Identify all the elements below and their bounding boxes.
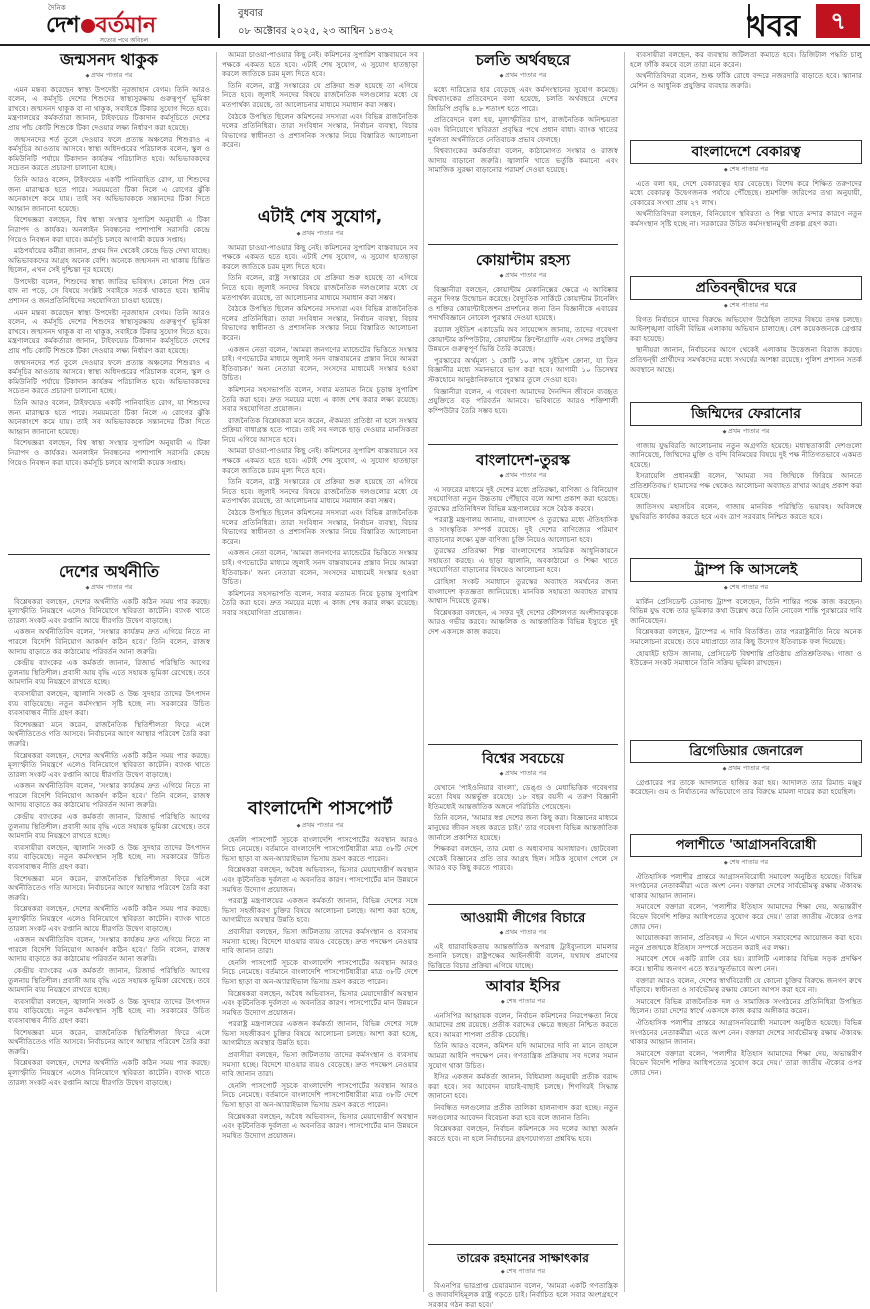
paragraph: বিশ্বব্যাংকের কর্মকর্তারা বলেন, কাঠামোগত সংস্কার ও রাজস্ব আদায় বাড়ানো জরুরি। জ্বালানি খাতে ভর্তুকি কমানো এবং সামাজিক সুরক্ষা বাড়ানোর পরামর্শ দেওয়া হয়েছে। (428, 146, 618, 175)
byline: ◆ প্রথম পাতার পর (222, 229, 418, 240)
paragraph: বিশ্লেষকরা বলছেন, নির্বাচন কমিশনকে সব দলের আস্থা অর্জন করতে হবে। না হলে নির্বাচনের গ্রহণযোগ্যতা প্রশ্নবিদ্ধ হবে। (428, 1124, 618, 1143)
paragraph: পররাষ্ট্র মন্ত্রণালয়ের একজন কর্মকর্তা জানান, বিভিন্ন দেশের সঙ্গে ভিসা সহজীকরণ চুক্তির বিষয়ে আলোচনা চলছে। আশা করা হচ্ছে, আগামীতে অবস্থার উন্নতি হবে। (222, 1019, 418, 1048)
paragraph: বিগত নির্বাচনে যাদের বিরুদ্ধে অভিযোগ উঠেছিল তাদের বিষয়ে তদন্ত চলছে। আইনশৃঙ্খলা বাহিনী বিভিন্ন এলাকায় অভিযান চালাচ্ছে। বেশ কয়েকজনকে গ্রেপ্তার করা হয়েছে। (630, 314, 862, 343)
paragraph: মাঠপর্যায়ের কর্মীরা জানান, প্রথম দিন থেকেই কেন্দ্রে ভিড় দেখা যাচ্ছে। অভিভাবকদের আগ্রহ অনেক বেশি। অনেকে জন্মসনদ না থাকায় চিন্তিত ছিলেন, এখন সেই দুশ্চিন্তা দূর হয়েছে। (8, 246, 210, 275)
paragraph: কমিশনের সহসভাপতি বলেন, সবার মতামত নিয়ে চূড়ান্ত সুপারিশ তৈরি করা হবে। দ্রুত সময়ের মধ্যে এ কাজ শেষ করার লক্ষ্য রয়েছে। সবার সহযোগিতা প্রয়োজন। (222, 588, 418, 617)
paragraph: বিএনপির ভারপ্রাপ্ত চেয়ারম্যান বলেন, 'আমরা একটি গণতান্ত্রিক ও জবাবদিহিমূলক রাষ্ট্র গড়তে চাই। নির্বাচিত হলে সবার অংশগ্রহণে সরকার গঠন করা হবে।' (428, 1280, 618, 1309)
paragraph: উপদেষ্টা বলেন, শিশুদের স্বাস্থ্য জাতির ভবিষ্যৎ। কোনো শিশু যেন বাদ না পড়ে, সে বিষয়ে সংশ্লিষ্ট সবাইকে সতর্ক থাকতে হবে। স্থানীয় প্রশাসন ও জনপ্রতিনিধিদের সহযোগিতা চাওয়া হয়েছে। (8, 276, 210, 306)
article-awami-league (428, 910, 618, 970)
byline: ◆ শেষ পাতার পর (630, 583, 862, 594)
paragraph: বক্তারা আরও বলেন, দেশের স্বার্থবিরোধী যে কোনো চুক্তির বিরুদ্ধে জনগণ রুখে দাঁড়াবে। স্বাধীনতা ও সার্বভৌমত্ব রক্ষায় কোনো আপস করা হবে না। (630, 975, 862, 995)
byline: ◆ প্রথম পাতার পর (630, 427, 862, 438)
paragraph: অর্থনীতিবিদরা বলছেন, বিনিয়োগে স্থবিরতা ও শিল্প খাতে মন্দার কারণে নতুন কর্মসংস্থান সৃষ্টি হচ্ছে না। সরকারের উচিত কর্মসংস্থানমুখী প্রকল্প গ্রহণ করা। (630, 209, 862, 228)
article-trump (630, 558, 862, 734)
byline: ◆ প্রথম পাতার পর (630, 764, 862, 775)
paragraph: জন্মসনদের শর্ত তুলে দেওয়ার ফলে প্রত্যন্ত অঞ্চলের শিশুরাও এ কর্মসূচির আওতায় আসবে। স্বাস্থ্য অধিদপ্তরের পরিচালক বলেন, স্কুল ও কমিউনিটি পর্যায়ে টিকাদান কার্যক্রম পরিচালিত হবে। অভিভাবকদের সচেতন করতে প্রচারণা চালানো হচ্ছে। (8, 134, 210, 173)
byline: ◆ প্রথম পাতার পর (428, 928, 618, 939)
headline: জন্মসনদ থাকুক (60, 50, 158, 69)
article-separator (428, 970, 618, 971)
logo-part-bartaman: বর্তমান (95, 13, 156, 38)
paragraph: গ্রেপ্তারের পর তাকে আদালতে হাজির করা হয়। আদালত তার রিমান্ড মঞ্জুর করেছেন। গুম ও নির্যাতনের অভিযোগে তার বিরুদ্ধে মামলা দায়ের করা হয়েছিল। (630, 777, 862, 797)
paragraph: আমরা চাওয়া-পাওয়ার কিছু নেই। কমিশনের সুপারিশ বাস্তবায়নে সব পক্ষকে একমত হতে হবে। এটাই শেষ সুযোগ, এ সুযোগ হাতছাড়া করলে জাতিকে চরম মূল্য দিতে হবে। (222, 242, 418, 271)
headline: প্রতিবন্দ্বীদের ঘরে (630, 276, 862, 300)
paragraph: এনসিপির আহ্বায়ক বলেন, নির্বাচন কমিশনের নিরপেক্ষতা নিয়ে আমাদের প্রশ্ন রয়েছে। প্রতীক বরাদ্দের ক্ষেত্রে স্বচ্ছতা নিশ্চিত করতে হবে। আমরা শাপলা প্রতীক চেয়েছি। (428, 1010, 618, 1039)
paragraph: সমাবেশে বক্তারা বলেন, 'পলাশীর ইতিহাস আমাদের শিক্ষা দেয়, অভ্যন্তরীণ বিভেদ বিদেশি শক্তির আধিপত্যের সুযোগ করে দেয়।' তারা জাতীয় ঐক্যের ওপর জোর দেন। (630, 902, 862, 931)
article-jonmosonod (8, 50, 210, 548)
paragraph: বিশ্লেষকরা বলছেন, দেশের অর্থনীতি একটি কঠিন সময় পার করছে। মূল্যস্ফীতি নিয়ন্ত্রণে এলেও বিনিয়োগে স্থবিরতা কাটেনি। ব্যাংক খাতে তারল্য সংকট এবং রপ্তানি আয়ে ধীরগতি উদ্বেগ বাড়াচ্ছে। (8, 596, 210, 625)
paragraph: ইসরায়েলি প্রধানমন্ত্রী বলেন, 'আমরা সব জিম্মিকে ফিরিয়ে আনতে প্রতিশ্রুতিবদ্ধ।' হামাসের পক্ষ থেকেও আলোচনা অব্যাহত রাখার আগ্রহ প্রকাশ করা হয়েছে। (630, 471, 862, 500)
paragraph: একজন অর্থনীতিবিদ বলেন, 'সংস্কার কার্যক্রম দ্রুত এগিয়ে নিতে না পারলে বিদেশি বিনিয়োগ আকর্ষণ কঠিন হবে।' তিনি বলেন, রাজস্ব আদায় বাড়াতে কর কাঠামোয় পরিবর্তন আনা জরুরি। (8, 781, 210, 810)
paragraph: ঐতিহাসিক পলাশীর প্রান্তরে আগ্রাসনবিরোধী সমাবেশ অনুষ্ঠিত হয়েছে। বিভিন্ন সংগঠনের নেতাকর্মীরা এতে অংশ নেন। বক্তারা দেশের সার্বভৌমত্ব রক্ষায় ঐক্যবদ্ধ থাকার আহ্বান জানান। (630, 1017, 862, 1047)
paragraph: বিশ্লেষকরা বলছেন, এ সফর দুই দেশের কৌশলগত অংশীদারত্বকে আরও গভীর করবে। আঞ্চলিক ও আন্তর্জাতিক বিভিন্ন ইস্যুতে দুই দেশ একসঙ্গে কাজ করবে। (428, 607, 618, 636)
paragraph: ব্যবসায়ীরা বলছেন, জ্বালানি সংকট ও উচ্চ সুদহার তাদের উৎপাদন ব্যয় বাড়িয়েছে। নতুন কর্মসংস্থান সৃষ্টি হচ্ছে না। সরকারের উচিত ব্যবসাবান্ধব নীতি গ্রহণ করা। (8, 688, 210, 718)
paragraph: শিক্ষকরা বলছেন, তার মেধা ও অধ্যবসায় অসাধারণ। ছোটবেলা থেকেই বিজ্ঞানের প্রতি তার আগ্রহ ছিল। সঠিক সুযোগ পেলে সে আরও বড় কিছু করতে পারবে। (428, 844, 618, 873)
paragraph: এমন মন্তব্য করেছেন স্বাস্থ্য উপদেষ্টা নূরজাহান বেগম। তিনি আরও বলেন, এ কর্মসূচি দেশের শিশুদের স্বাস্থ্যসুরক্ষায় গুরুত্বপূর্ণ ভূমিকা রাখবে। জন্মসনদ থাকুক বা না থাকুক, সবাইকে টিকার সুযোগ দিতে হবে। মন্ত্রণালয়ের কর্মকর্তারা জানান, টাইফয়েড টিকাদান কর্মসূচিতে দেশের প্রায় পাঁচ কোটি শিশুকে টিকা দেওয়ার লক্ষ্য নির্ধারণ করা হয়েছে। (8, 307, 210, 356)
byline: ◆ প্রথম পাতার পর (428, 271, 618, 282)
issue-date: ০৮ অক্টোবর ২০২৫, ২৩ আশ্বিন ১৪৩২ (238, 26, 394, 37)
section-title: খবর (747, 9, 800, 44)
article-etai-shesh-sujog (222, 206, 418, 786)
paragraph: হেনলি পাসপোর্ট সূচকে বাংলাদেশি পাসপোর্টের অবস্থান আরও নিচে নেমেছে। বর্তমানে বাংলাদেশি পাসপোর্টধারীরা মাত্র ৩৮টি দেশে ভিসা ছাড়া বা অন-অ্যারাইভাল ভিসায় ভ্রমণ করতে পারেন। (222, 834, 418, 863)
paragraph: রয়্যাল সুইডিশ একাডেমি অব সায়েন্সেস জানায়, তাদের গবেষণা কোয়ান্টাম কম্পিউটার, কোয়ান্টাম ক্রিপ্টোগ্রাফি এবং সেন্সর প্রযুক্তির উন্নয়নে গুরুত্বপূর্ণ ভিত্তি তৈরি করেছে। (428, 324, 618, 354)
headline: বাংলাদেশ-তুরস্ক (475, 451, 570, 469)
paragraph: ব্যবসায়ীরা বলছেন, কর ব্যবস্থায় জটিলতা কমাতে হবে। ডিজিটাল পদ্ধতি চালু হলে ফাঁকি কমবে বলে তারা মনে করেন। (630, 50, 862, 69)
paragraph: জন্মসনদের শর্ত তুলে দেওয়ার ফলে প্রত্যন্ত অঞ্চলের শিশুরাও এ কর্মসূচির আওতায় আসবে। স্বাস্থ্য অধিদপ্তরের পরিচালক বলেন, স্কুল ও কমিউনিটি পর্যায়ে টিকাদান কার্যক্রম পরিচালিত হবে। অভিভাবকদের সচেতন করতে প্রচারণা চালানো হচ্ছে। (8, 357, 210, 396)
paragraph: হেনলি পাসপোর্ট সূচকে বাংলাদেশি পাসপোর্টের অবস্থান আরও নিচে নেমেছে। বর্তমানে বাংলাদেশি পাসপোর্টধারীরা মাত্র ৩৮টি দেশে ভিসা ছাড়া বা অন-অ্যারাইভাল ভিসায় ভ্রমণ করতে পারেন। (222, 1080, 418, 1110)
paragraph: সমাবেশে বক্তারা বলেন, 'পলাশীর ইতিহাস আমাদের শিক্ষা দেয়, অভ্যন্তরীণ বিভেদ বিদেশি শক্তির আধিপত্যের সুযোগ করে দেয়।' তারা জাতীয় ঐক্যের ওপর জোর দেন। (630, 1048, 862, 1077)
paragraph: বিশ্লেষকরা বলছেন, দেশের অর্থনীতি একটি কঠিন সময় পার করছে। মূল্যস্ফীতি নিয়ন্ত্রণে এলেও বিনিয়োগে স্থবিরতা কাটেনি। ব্যাংক খাতে তারল্য সংকট এবং রপ্তানি আয়ে ধীরগতি উদ্বেগ বাড়াচ্ছে। (8, 1058, 210, 1087)
paragraph: প্রতিবেদনে বলা হয়, মূল্যস্ফীতির চাপ, রাজনৈতিক অনিশ্চয়তা এবং বিনিয়োগে স্থবিরতা প্রবৃদ্ধির পথে প্রধান বাধা। ব্যাংক খাতের দুর্বলতা অর্থনীতিতে নেতিবাচক প্রভাব ফেলছে। (428, 115, 618, 144)
article-cholti-orthobochhore (428, 50, 618, 240)
paragraph: যেখানে 'পাইওনিয়ার বাংলা', ডেঙ্গু ও মেধাভিত্তিক গবেষণার মতো বিষয় অন্তর্ভুক্ত রয়েছে। ১৮ বছর বয়সী এ তরুণ বিজ্ঞানী ইতিমধ্যেই আন্তর্জাতিক অঙ্গনে পরিচিতি পেয়েছেন। (428, 782, 618, 811)
byline: ◆ প্রথম পাতার পর (8, 71, 210, 82)
paragraph: ব্যবসায়ীরা বলছেন, জ্বালানি সংকট ও উচ্চ সুদহার তাদের উৎপাদন ব্যয় বাড়িয়েছে। নতুন কর্মসংস্থান সৃষ্টি হচ্ছে না। সরকারের উচিত ব্যবসাবান্ধব নীতি গ্রহণ করা। (8, 996, 210, 1025)
headline: পলাশীতে 'আগ্রাসনবিরোধী (630, 834, 862, 857)
headline: এটাই শেষ সুযোগ, (257, 207, 383, 227)
column-divider (624, 52, 625, 1292)
paragraph: তিনি বলেন, রাষ্ট্র সংস্কারের যে প্রক্রিয়া শুরু হয়েছে তা এগিয়ে নিতে হবে। জুলাই সনদের বিষয়ে রাজনৈতিক দলগুলোর মধ্যে যে মতপার্থক্য রয়েছে, তা আলোচনার মাধ্যমে সমাধান করা সম্ভব। (222, 80, 418, 109)
paragraph: ব্যবসায়ীরা বলছেন, জ্বালানি সংকট ও উচ্চ সুদহার তাদের উৎপাদন ব্যয় বাড়িয়েছে। নতুন কর্মসংস্থান সৃষ্টি হচ্ছে না। সরকারের উচিত ব্যবসাবান্ধব নীতি গ্রহণ করা। (8, 842, 210, 872)
paragraph: মার্কিন প্রেসিডেন্ট ডোনাল্ড ট্রাম্প বলেছেন, তিনি শান্তির পক্ষে কাজ করছেন। বিভিন্ন যুদ্ধ বন্ধে তার ভূমিকার কথা উল্লেখ করে তিনি নোবেল শান্তি পুরস্কারের দাবি জানিয়েছেন। (630, 596, 862, 625)
headline: জিম্মিদের ফেরানোর (630, 402, 862, 426)
headline: বাংলাদেশি পাসপোর্ট (247, 798, 393, 819)
paragraph: জাতিসংঘ মহাসচিব বলেন, গাজায় মানবিক পরিস্থিতি ভয়াবহ। অবিলম্বে যুদ্ধবিরতি কার্যকর করতে হবে এবং ত্রাণ সরবরাহ নিশ্চিত করতে হবে। (630, 502, 862, 521)
article-jimmi (630, 402, 862, 552)
headline: বাংলাদেশে বেকারত্ব (630, 140, 862, 164)
paragraph: তুরস্কের প্রতিরক্ষা শিল্প বাংলাদেশের সামরিক আধুনিকায়নে সহায়তা করছে। এ ছাড়া জ্বালানি, অবকাঠামো ও শিক্ষা খাতে সহযোগিতা বাড়ানোর বিষয়েও আলোচনা হবে। (428, 546, 618, 575)
page-number-badge: ৭ (816, 4, 860, 38)
article-separator (428, 904, 618, 905)
paragraph: বিশ্লেষকরা বলছেন, দেশের অর্থনীতি একটি কঠিন সময় পার করছে। মূল্যস্ফীতি নিয়ন্ত্রণে এলেও বিনিয়োগে স্থবিরতা কাটেনি। ব্যাংক খাতে তারল্য সংকট এবং রপ্তানি আয়ে ধীরগতি উদ্বেগ বাড়াচ্ছে। (8, 750, 210, 779)
headline: কোয়ান্টাম রহস্য (475, 251, 571, 269)
article-protidwondwi (630, 276, 862, 396)
paragraph: তিনি আরও বলেন, কমিশন যদি আমাদের দাবি না মানে তাহলে আমরা আইনি পদক্ষেপ নেব। গণতান্ত্রিক প্রক্রিয়ায় সব দলের সমান সুযোগ থাকা উচিত। (428, 1041, 618, 1070)
paragraph: এমন মন্তব্য করেছেন স্বাস্থ্য উপদেষ্টা নূরজাহান বেগম। তিনি আরও বলেন, এ কর্মসূচি দেশের শিশুদের স্বাস্থ্যসুরক্ষায় গুরুত্বপূর্ণ ভূমিকা রাখবে। জন্মসনদ থাকুক বা না থাকুক, সবাইকে টিকার সুযোগ দিতে হবে। মন্ত্রণালয়ের কর্মকর্তারা জানান, টাইফয়েড টিকাদান কর্মসূচিতে দেশের প্রায় পাঁচ কোটি শিশুকে টিকা দেওয়ার লক্ষ্য নির্ধারণ করা হয়েছে। (8, 84, 210, 132)
paragraph: একজন অর্থনীতিবিদ বলেন, 'সংস্কার কার্যক্রম দ্রুত এগিয়ে নিতে না পারলে বিদেশি বিনিয়োগ আকর্ষণ কঠিন হবে।' তিনি বলেন, রাজস্ব আদায় বাড়াতে কর কাঠামোয় পরিবর্তন আনা জরুরি। (8, 935, 210, 964)
paragraph: তিনি বলেন, রাষ্ট্র সংস্কারের যে প্রক্রিয়া শুরু হয়েছে তা এগিয়ে নিতে হবে। জুলাই সনদের বিষয়ে রাজনৈতিক দলগুলোর মধ্যে যে মতপার্থক্য রয়েছে, তা আলোচনার মাধ্যমে সমাধান করা সম্ভব। (222, 273, 418, 302)
article-bangladesh-turkey (428, 450, 618, 740)
paragraph: কেন্দ্রীয় ব্যাংকের এক কর্মকর্তা জানান, রিজার্ভ পরিস্থিতি আগের তুলনায় স্থিতিশীল। প্রবাসী আয় বৃদ্ধি এতে সহায়ক ভূমিকা রেখেছে। তবে আমদানি ব্যয় নিয়ন্ত্রণে রাখতে হচ্ছে। (8, 965, 210, 995)
headline: ব্রিগেডিয়ার জেনারেল (630, 740, 862, 763)
byline: ◆ শেষ পাতার পর (630, 858, 862, 869)
article-separator (428, 744, 618, 745)
paragraph: কেন্দ্রীয় ব্যাংকের এক কর্মকর্তা জানান, রিজার্ভ পরিস্থিতি আগের তুলনায় স্থিতিশীল। প্রবাসী আয় বৃদ্ধি এতে সহায়ক ভূমিকা রেখেছে। তবে আমদানি ব্যয় নিয়ন্ত্রণে রাখতে হচ্ছে। (8, 658, 210, 687)
column-divider (423, 52, 424, 1292)
paragraph: প্রবাসীরা বলছেন, ভিসা জটিলতায় তাদের কর্মসংস্থান ও ব্যবসায় সমস্যা হচ্ছে। বিদেশে যাওয়ার ব্যয়ও বেড়েছে। দ্রুত পদক্ষেপ নেওয়ার দাবি জানান তারা। (222, 1050, 418, 1079)
paragraph: বৈঠকে উপস্থিত ছিলেন কমিশনের সদস্যরা এবং বিভিন্ন রাজনৈতিক দলের প্রতিনিধিরা। তারা সংবিধান সংস্কার, নির্বাচন ব্যবস্থা, বিচার বিভাগের স্বাধীনতা ও প্রশাসনিক সংস্কার নিয়ে বিস্তারিত আলোচনা করেন। (222, 111, 418, 150)
byline: ◆ শেষ পাতার পর (428, 1267, 618, 1278)
paragraph: নিবন্ধিত দলগুলোর প্রতীক তালিকা হালনাগাদ করা হচ্ছে। নতুন দলগুলোর আবেদন বিবেচনা করা হবে বলে জানান তিনি। (428, 1102, 618, 1122)
masthead (0, 0, 870, 46)
column-divider (216, 52, 217, 1292)
paragraph: তিনি বলেন, 'আমার স্বপ্ন দেশের জন্য কিছু করা। বিজ্ঞানের মাধ্যমে মানুষের জীবন সহজ করতে চাই।' তার গবেষণা বিভিন্ন আন্তর্জাতিক জার্নালে প্রকাশিত হয়েছে। (428, 813, 618, 842)
headline: বিশ্বের সবচেয়ে (481, 751, 565, 767)
paragraph: মধ্যে দারিদ্র্যের হার বেড়েছে এবং কর্মসংস্থানের সুযোগ কমেছে। বিশ্বব্যাংকের প্রতিবেদনে বলা হয়েছে, চলতি অর্থবছরে দেশের জিডিপি প্রবৃদ্ধি ৪.৮ শতাংশ হতে পারে। (428, 84, 618, 113)
paragraph: বিশ্লেষকরা বলছেন, দেশের অর্থনীতি একটি কঠিন সময় পার করছে। মূল্যস্ফীতি নিয়ন্ত্রণে এলেও বিনিয়োগে স্থবিরতা কাটেনি। ব্যাংক খাতে তারল্য সংকট এবং রপ্তানি আয়ে ধীরগতি উদ্বেগ বাড়াচ্ছে। (8, 904, 210, 933)
paragraph: পররাষ্ট্র মন্ত্রণালয় জানায়, বাংলাদেশ ও তুরস্কের মধ্যে ঐতিহাসিক ও সাংস্কৃতিক সম্পর্ক রয়েছে। দুই দেশের বাণিজ্যের পরিমাণ বাড়ানোর লক্ষ্যে মুক্ত বাণিজ্য চুক্তি নিয়েও আলোচনা হবে। (428, 515, 618, 544)
logo-dot-icon (81, 19, 95, 33)
paragraph: স্থানীয়রা জানান, নির্বাচনের আগে থেকেই এলাকায় উত্তেজনা বিরাজ করছে। প্রতিদ্বন্দ্বী প্রার্থীদের সমর্থকদের মধ্যে সংঘর্ষের আশঙ্কা রয়েছে। পুলিশ প্রশাসন সতর্ক অবস্থানে আছে। (630, 345, 862, 374)
paragraph: বিজ্ঞানীরা বলেন, এ গবেষণা আমাদের দৈনন্দিন জীবনে ব্যবহৃত প্রযুক্তিতে বড় পরিবর্তন আনবে। ভবিষ্যতে আরও শক্তিশালী কম্পিউটার তৈরি সম্ভব হবে। (428, 386, 618, 415)
paragraph: আমরা চাওয়া-পাওয়ার কিছু নেই। কমিশনের সুপারিশ বাস্তবায়নে সব পক্ষকে একমত হতে হবে। এটাই শেষ সুযোগ, এ সুযোগ হাতছাড়া করলে জাতিকে চরম মূল্য দিতে হবে। (222, 50, 418, 79)
article-tareq-interview (428, 1250, 618, 1309)
paragraph: সমাবেশে বিভিন্ন রাজনৈতিক দল ও সামাজিক সংগঠনের প্রতিনিধিরা উপস্থিত ছিলেন। তারা দেশের স্বার্থে একসঙ্গে কাজ করার অঙ্গীকার করেন। (630, 996, 862, 1016)
paragraph: পুরস্কারের অর্থমূল্য ১ কোটি ১০ লাখ সুইডিশ ক্রোনা, যা তিন বিজ্ঞানীর মধ্যে সমানভাবে ভাগ করা হবে। আগামী ১০ ডিসেম্বর স্টকহোমে আনুষ্ঠানিকভাবে পুরস্কার তুলে দেওয়া হবে। (428, 355, 618, 384)
paragraph: আমরা চাওয়া-পাওয়ার কিছু নেই। কমিশনের সুপারিশ বাস্তবায়নে সব পক্ষকে একমত হতে হবে। এটাই শেষ সুযোগ, এ সুযোগ হাতছাড়া করলে জাতিকে চরম মূল্য দিতে হবে। (222, 446, 418, 475)
paragraph: এতে বলা হয়, দেশে বেকারত্বের হার বেড়েছে। বিশেষ করে শিক্ষিত তরুণদের মধ্যে বেকারত্ব উদ্বেগজনক পর্যায়ে পৌঁছেছে। শ্রমশক্তি জরিপের তথ্য অনুযায়ী, বেকারের সংখ্যা প্রায় ২৭ লাখ। (630, 178, 862, 207)
paragraph: সমাবেশ শেষে একটি র‍্যালি বের হয়। র‍্যালিটি এলাকার বিভিন্ন সড়ক প্রদক্ষিণ করে। স্থানীয় জনগণ এতে স্বতঃস্ফূর্তভাবে অংশ নেন। (630, 954, 862, 973)
article-polashi (630, 834, 862, 1294)
paragraph: বিশ্লেষকরা বলছেন, অবৈধ অভিবাসন, ভিসার মেয়াদোত্তীর্ণ অবস্থান এবং কূটনৈতিক দুর্বলতা এ অবনতির কারণ। পাসপোর্টের মান উন্নয়নে সমন্বিত উদ্যোগ প্রয়োজন। (222, 988, 418, 1017)
article-bishwer-sobcheye (428, 750, 618, 900)
paragraph: পররাষ্ট্র মন্ত্রণালয়ের একজন কর্মকর্তা জানান, বিভিন্ন দেশের সঙ্গে ভিসা সহজীকরণ চুক্তির বিষয়ে আলোচনা চলছে। আশা করা হচ্ছে, আগামীতে অবস্থার উন্নতি হবে। (222, 896, 418, 925)
article-separator (428, 444, 618, 445)
divider (218, 4, 220, 38)
headline: তারেক রহমানের সাক্ষাৎকার (457, 1251, 589, 1265)
paragraph: বৈঠকে উপস্থিত ছিলেন কমিশনের সদস্যরা এবং বিভিন্ন রাজনৈতিক দলের প্রতিনিধিরা। তারা সংবিধান সংস্কার, নির্বাচন ব্যবস্থা, বিচার বিভাগের স্বাধীনতা ও প্রশাসনিক সংস্কার নিয়ে বিস্তারিত আলোচনা করেন। (222, 304, 418, 342)
paragraph: বিশ্লেষকরা বলছেন, অবৈধ অভিবাসন, ভিসার মেয়াদোত্তীর্ণ অবস্থান এবং কূটনৈতিক দুর্বলতা এ অবনতির কারণ। পাসপোর্টের মান উন্নয়নে সমন্বিত উদ্যোগ প্রয়োজন। (222, 1111, 418, 1140)
byline: ◆ প্রথম পাতার পর (428, 471, 618, 482)
paragraph: হোয়াইট হাউস জানায়, প্রেসিডেন্ট বিশ্বশান্তি প্রতিষ্ঠায় প্রতিশ্রুতিবদ্ধ। গাজা ও ইউক্রেন সংকট সমাধানে তিনি সক্রিয় ভূমিকা রাখছেন। (630, 648, 862, 668)
paragraph: বৈঠকে উপস্থিত ছিলেন কমিশনের সদস্যরা এবং বিভিন্ন রাজনৈতিক দলের প্রতিনিধিরা। তারা সংবিধান সংস্কার, নির্বাচন ব্যবস্থা, বিচার বিভাগের স্বাধীনতা ও প্রশাসনিক সংস্কার নিয়ে বিস্তারিত আলোচনা করেন। (222, 508, 418, 546)
paragraph: তিনি আরও বলেন, টাইফয়েড একটি পানিবাহিত রোগ, যা শিশুদের জন্য মারাত্মক হতে পারে। সময়মতো টিকা নিলে এ রোগের ঝুঁকি অনেকাংশে কমে যায়। তাই সব অভিভাবককে সন্তানদের টিকা দিতে আহ্বান জানানো হয়েছে। (8, 398, 210, 436)
article-brigadier (630, 740, 862, 828)
paragraph: একজন নেতা বলেন, 'আমরা জনগণের ম্যান্ডেটের ভিত্তিতে সংস্কার চাই। গণভোটের মাধ্যমে জুলাই সনদ বাস্তবায়নের প্রস্তাব নিয়ে আমরা ইতিবাচক।' অন্য নেতারা বলেন, সংসদের মাধ্যমেই সংস্কার হওয়া উচিত। (222, 548, 418, 587)
paragraph: বিজ্ঞানীরা বলছেন, কোয়ান্টাম মেকানিক্সের ক্ষেত্রে এ আবিষ্কার নতুন দিগন্ত উন্মোচন করেছে। বৈদ্যুতিক সার্কিটে কোয়ান্টাম টানেলিং ও শক্তির কোয়ান্টাইজেশন প্রদর্শনের জন্য তিন বিজ্ঞানীকে এবারের পদার্থবিজ্ঞানে নোবেল পুরস্কার দেওয়া হয়েছে। (428, 284, 618, 323)
article-separator (428, 1244, 618, 1245)
paragraph: ঐতিহাসিক পলাশীর প্রান্তরে আগ্রাসনবিরোধী সমাবেশ অনুষ্ঠিত হয়েছে। বিভিন্ন সংগঠনের নেতাকর্মীরা এতে অংশ নেন। বক্তারা দেশের সার্বভৌমত্ব রক্ষায় ঐক্যবদ্ধ থাকার আহ্বান জানান। (630, 871, 862, 900)
issue-day: বুধবার (238, 8, 264, 19)
paragraph: একজন অর্থনীতিবিদ বলেন, 'সংস্কার কার্যক্রম দ্রুত এগিয়ে নিতে না পারলে বিদেশি বিনিয়োগ আকর্ষণ কঠিন হবে।' তিনি বলেন, রাজস্ব আদায় বাড়াতে কর কাঠামোয় পরিবর্তন আনা জরুরি। (8, 627, 210, 656)
logo-part-desh: দেশ (46, 13, 80, 38)
paragraph: প্রবাসীরা বলছেন, ভিসা জটিলতায় তাদের কর্মসংস্থান ও ব্যবসায় সমস্যা হচ্ছে। বিদেশে যাওয়ার ব্যয়ও বেড়েছে। দ্রুত পদক্ষেপ নেওয়ার দাবি জানান তারা। (222, 926, 418, 956)
paragraph: হেনলি পাসপোর্ট সূচকে বাংলাদেশি পাসপোর্টের অবস্থান আরও নিচে নেমেছে। বর্তমানে বাংলাদেশি পাসপোর্টধারীরা মাত্র ৩৮টি দেশে ভিসা ছাড়া বা অন-অ্যারাইভাল ভিসায় ভ্রমণ করতে পারেন। (222, 957, 418, 986)
logo-daily-label: দৈনিক (48, 4, 66, 12)
byline: ◆ প্রথম পাতার পর (8, 583, 210, 594)
article-abar-ecr (428, 976, 618, 1240)
paragraph: বিশেষজ্ঞরা বলছেন, বিশ্ব স্বাস্থ্য সংস্থার সুপারিশ অনুযায়ী এ টিকা নিরাপদ ও কার্যকর। অনলাইন নিবন্ধনের পাশাপাশি সরাসরি কেন্দ্রে গিয়েও নিবন্ধন করা যাবে। কর্মসূচি চলবে আগামী কয়েক সপ্তাহ। (8, 438, 210, 467)
paragraph: রোহিঙ্গা সংকট সমাধানে তুরস্কের অব্যাহত সমর্থনের জন্য বাংলাদেশ কৃতজ্ঞতা জানিয়েছে। মানবিক সহায়তা অব্যাহত রাখার আশ্বাস দিয়েছে তুরস্ক। (428, 576, 618, 606)
article-bekarotto (630, 140, 862, 270)
paragraph: আয়োজকরা জানান, প্রতিবছর এ দিনে এখানে সমাবেশের আয়োজন করা হবে। নতুন প্রজন্মকে ইতিহাস সম্পর্কে সচেতন করাই এর লক্ষ্য। (630, 933, 862, 952)
article-bangladeshi-passport (222, 798, 418, 1292)
paragraph: একজন নেতা বলেন, 'আমরা জনগণের ম্যান্ডেটের ভিত্তিতে সংস্কার চাই। গণভোটের মাধ্যমে জুলাই সনদ বাস্তবায়নের প্রস্তাব নিয়ে আমরা ইতিবাচক।' অন্য নেতারা বলেন, সংসদের মাধ্যমেই সংস্কার হওয়া উচিত। (222, 344, 418, 383)
headline: ট্রাম্প কি আসলেই (630, 558, 862, 582)
paragraph: রাজনৈতিক বিশ্লেষকরা মনে করেন, ঐকমত্য প্রতিষ্ঠা না হলে সংস্কার প্রক্রিয়া বাধাগ্রস্ত হতে পারে। তাই সব দলকে ছাড় দেওয়ার মানসিকতা নিয়ে এগিয়ে আসতে হবে। (222, 415, 418, 444)
paragraph: বিশ্লেষকরা বলছেন, অবৈধ অভিবাসন, ভিসার মেয়াদোত্তীর্ণ অবস্থান এবং কূটনৈতিক দুর্বলতা এ অবনতির কারণ। পাসপোর্টের মান উন্নয়নে সমন্বিত উদ্যোগ প্রয়োজন। (222, 865, 418, 894)
paragraph: বিশেষজ্ঞরা বলছেন, বিশ্ব স্বাস্থ্য সংস্থার সুপারিশ অনুযায়ী এ টিকা নিরাপদ ও কার্যকর। অনলাইন নিবন্ধনের পাশাপাশি সরাসরি কেন্দ্রে গিয়েও নিবন্ধন করা যাবে। কর্মসূচি চলবে আগামী কয়েক সপ্তাহ। (8, 215, 210, 244)
paragraph: কেন্দ্রীয় ব্যাংকের এক কর্মকর্তা জানান, রিজার্ভ পরিস্থিতি আগের তুলনায় স্থিতিশীল। প্রবাসী আয় বৃদ্ধি এতে সহায়ক ভূমিকা রেখেছে। তবে আমদানি ব্যয় নিয়ন্ত্রণে রাখতে হচ্ছে। (8, 812, 210, 841)
paragraph: তিনি বলেন, রাষ্ট্র সংস্কারের যে প্রক্রিয়া শুরু হয়েছে তা এগিয়ে নিতে হবে। জুলাই সনদের বিষয়ে রাজনৈতিক দলগুলোর মধ্যে যে মতপার্থক্য রয়েছে, তা আলোচনার মাধ্যমে সমাধান করা সম্ভব। (222, 477, 418, 506)
byline: ◆ শেষ পাতার পর (630, 301, 862, 312)
paragraph: তিনি আরও বলেন, টাইফয়েড একটি পানিবাহিত রোগ, যা শিশুদের জন্য মারাত্মক হতে পারে। সময়মতো টিকা নিলে এ রোগের ঝুঁকি অনেকাংশে কমে যায়। তাই সব অভিভাবককে সন্তানদের টিকা দিতে আহ্বান জানানো হয়েছে। (8, 174, 210, 213)
headline: আবার ইসির (486, 977, 560, 995)
paragraph: এই ধারাবাহিকতায় আন্তর্জাতিক অপরাধ ট্রাইব্যুনালে মামলার শুনানি চলছে। রাষ্ট্রপক্ষের আইনজীবী বলেন, যথাযথ প্রমাণের ভিত্তিতে বিচার প্রক্রিয়া এগিয়ে যাচ্ছে। (428, 941, 618, 970)
paragraph: বিশেষজ্ঞরা মনে করেন, রাজনৈতিক স্থিতিশীলতা ফিরে এলে অর্থনীতিতেও গতি আসবে। নির্বাচনের আগে আস্থার পরিবেশ তৈরি করা জরুরি। (8, 873, 210, 902)
article-shuddho-fanki-top (630, 50, 862, 140)
byline: ◆ শেষ পাতার পর (428, 997, 618, 1008)
byline: ◆ প্রথম পাতার পর (428, 769, 618, 780)
paragraph: বিশ্লেষকরা বলছেন, ট্রাম্পের এ দাবি বিতর্কিত। তার পররাষ্ট্রনীতি নিয়ে অনেক সমালোচনা রয়েছে। তবে মধ্যপ্রাচ্যে তার কিছু উদ্যোগ ইতিবাচক ফল দিয়েছে। (630, 627, 862, 646)
article-separator (428, 244, 618, 245)
paragraph: এ সফরের মাধ্যমে দুই দেশের মধ্যে প্রতিরক্ষা, বাণিজ্য ও বিনিয়োগ সহযোগিতা নতুন উচ্চতায় পৌঁছাবে বলে আশা প্রকাশ করা হয়েছে। তুরস্কের প্রতিনিধিদল বিভিন্ন মন্ত্রণালয়ের সঙ্গে বৈঠক করবে। (428, 484, 618, 513)
byline: ◆ প্রথম পাতার পর (222, 821, 418, 832)
paragraph: বিশেষজ্ঞরা মনে করেন, রাজনৈতিক স্থিতিশীলতা ফিরে এলে অর্থনীতিতেও গতি আসবে। নির্বাচনের আগে আস্থার পরিবেশ তৈরি করা জরুরি। (8, 719, 210, 748)
article-separator (8, 554, 210, 555)
byline: ◆ শেষ পাতার পর (630, 165, 862, 176)
paragraph: গাজায় যুদ্ধবিরতি আলোচনায় নতুন অগ্রগতি হয়েছে। মধ্যস্থতাকারী দেশগুলো জানিয়েছে, জিম্মিদের মুক্তি ও বন্দি বিনিময়ের বিষয়ে দুই পক্ষ নীতিগতভাবে একমত হয়েছে। (630, 440, 862, 469)
article-quantum (428, 250, 618, 440)
logo-tagline: সত্যের পথে অবিচল (100, 37, 149, 44)
paragraph: কমিশনের সহসভাপতি বলেন, সবার মতামত নিয়ে চূড়ান্ত সুপারিশ তৈরি করা হবে। দ্রুত সময়ের মধ্যে এ কাজ শেষ করার লক্ষ্য রয়েছে। সবার সহযোগিতা প্রয়োজন। (222, 384, 418, 414)
paragraph: অর্থনীতিবিদরা বলেন, শুল্ক ফাঁকি রোধে বন্দরে নজরদারি বাড়াতে হবে। স্ক্যানার মেশিন ও আধুনিক প্রযুক্তির ব্যবহার জরুরি। (630, 71, 862, 90)
headline: দেশের অর্থনীতি (58, 562, 160, 581)
newspaper-logo (8, 2, 198, 42)
article-desher-orthoniti (8, 562, 210, 1292)
paragraph: বিশেষজ্ঞরা মনে করেন, রাজনৈতিক স্থিতিশীলতা ফিরে এলে অর্থনীতিতেও গতি আসবে। নির্বাচনের আগে আস্থার পরিবেশ তৈরি করা জরুরি। (8, 1027, 210, 1056)
headline: চলতি অর্থবছরে (475, 51, 571, 69)
paragraph: ইসির একজন কর্মকর্তা জানান, বিধিমালা অনুযায়ী প্রতীক বরাদ্দ করা হবে। সব আবেদন যাচাই-বাছাই চলছে। শিগগিরই সিদ্ধান্ত জানানো হবে। (428, 1072, 618, 1101)
article-prothom-pata-cont (222, 50, 418, 200)
byline: ◆ প্রথম পাতার পর (428, 71, 618, 82)
headline: আওয়ামী লীগের বিচারে (460, 911, 586, 926)
